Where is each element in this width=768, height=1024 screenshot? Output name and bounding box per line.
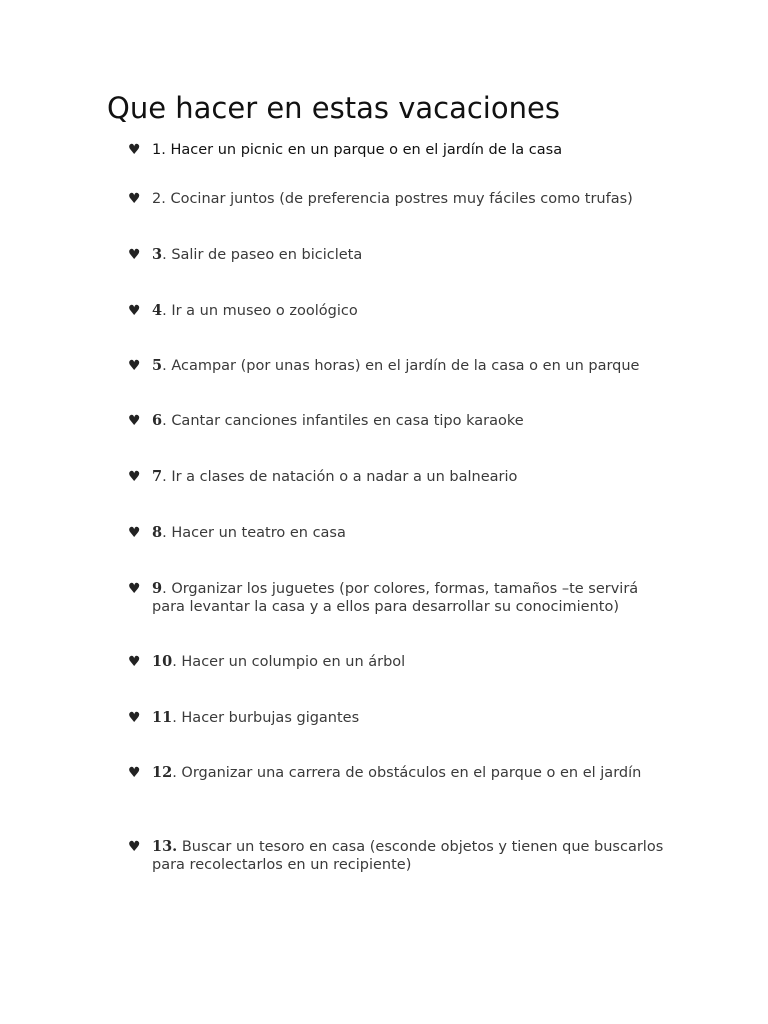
list-item (128, 764, 668, 782)
list-item-text (152, 468, 668, 486)
item-separator: . (162, 581, 172, 597)
item-number: 7 (152, 468, 163, 485)
list-item-text (152, 246, 668, 264)
page-title: Que hacer en estas vacaciones (107, 91, 560, 125)
item-separator: . (162, 303, 172, 319)
item-number: 10 (152, 653, 173, 670)
item-label: Hacer burbujas gigantes (181, 710, 360, 726)
list-item-text (152, 524, 668, 542)
item-separator: . (161, 191, 171, 207)
heart-icon: ♥ (128, 710, 141, 726)
item-label: Organizar los juguetes (por colores, formas, tamaños –te servirá para levantar la casa y a ellos para desarrollar su conocimiento) (152, 581, 639, 615)
list-item (128, 412, 668, 430)
item-label: Salir de paseo en bicicleta (171, 247, 363, 263)
list-item-text (152, 357, 668, 375)
heart-icon: ♥ (128, 469, 141, 485)
item-separator: . (162, 413, 172, 429)
list-item (128, 580, 668, 616)
item-number: 11 (152, 709, 173, 726)
item-label: Hacer un columpio en un árbol (181, 654, 406, 670)
item-label: Acampar (por unas horas) en el jardín de la casa o en un parque (171, 358, 640, 374)
heart-icon: ♥ (128, 413, 141, 429)
item-separator: . (162, 525, 172, 541)
list-item (128, 524, 668, 542)
item-number: 13. (152, 838, 178, 855)
item-number: 12 (152, 764, 173, 781)
list-item (128, 302, 668, 320)
list-item-text (152, 412, 668, 430)
heart-icon: ♥ (128, 581, 141, 597)
item-separator: . (162, 469, 172, 485)
heart-icon: ♥ (128, 142, 141, 158)
item-separator: . (172, 765, 182, 781)
list-item (128, 709, 668, 727)
item-separator: . (172, 710, 182, 726)
list-item-text (152, 838, 668, 874)
item-number: 3 (152, 246, 163, 263)
heart-icon: ♥ (128, 247, 141, 263)
item-label: Organizar una carrera de obstáculos en el parque o en el jardín (181, 765, 642, 781)
list-item-text (152, 764, 668, 782)
item-number: 2 (152, 191, 162, 207)
item-label: Hacer un picnic en un parque o en el jardín de la casa (170, 142, 563, 158)
list-item (128, 190, 668, 208)
list-item-text (152, 302, 668, 320)
heart-icon: ♥ (128, 358, 141, 374)
item-label: Buscar un tesoro en casa (esconde objetos y tienen que buscarlos para recolectarlos en un recipiente) (152, 839, 664, 873)
heart-icon: ♥ (128, 303, 141, 319)
heart-icon: ♥ (128, 191, 141, 207)
list-item (128, 357, 668, 375)
item-number: 5 (152, 357, 163, 374)
item-separator: . (161, 142, 171, 158)
item-number: 6 (152, 412, 163, 429)
item-number: 4 (152, 302, 163, 319)
item-number: 8 (152, 524, 163, 541)
heart-icon: ♥ (128, 654, 141, 670)
list-item (128, 141, 668, 159)
item-label: Cocinar juntos (de preferencia postres muy fáciles como trufas) (170, 191, 633, 207)
item-number: 1 (152, 142, 162, 158)
heart-icon: ♥ (128, 765, 141, 781)
list-item (128, 246, 668, 264)
item-label: Cantar canciones infantiles en casa tipo karaoke (171, 413, 524, 429)
item-separator: . (162, 247, 172, 263)
item-label: Ir a clases de natación o a nadar a un balneario (171, 469, 518, 485)
item-label: Hacer un teatro en casa (171, 525, 346, 541)
item-separator: . (162, 358, 172, 374)
list-item (128, 468, 668, 486)
list-item-text (152, 141, 668, 159)
list-item (128, 653, 668, 671)
item-label: Ir a un museo o zoológico (171, 303, 358, 319)
list-item-text (152, 709, 668, 727)
list-item-text (152, 190, 668, 208)
heart-icon: ♥ (128, 525, 141, 541)
list-item-text (152, 580, 668, 616)
heart-icon: ♥ (128, 839, 141, 855)
list-item (128, 838, 668, 874)
item-number: 9 (152, 580, 163, 597)
item-separator: . (172, 654, 182, 670)
list-item-text (152, 653, 668, 671)
